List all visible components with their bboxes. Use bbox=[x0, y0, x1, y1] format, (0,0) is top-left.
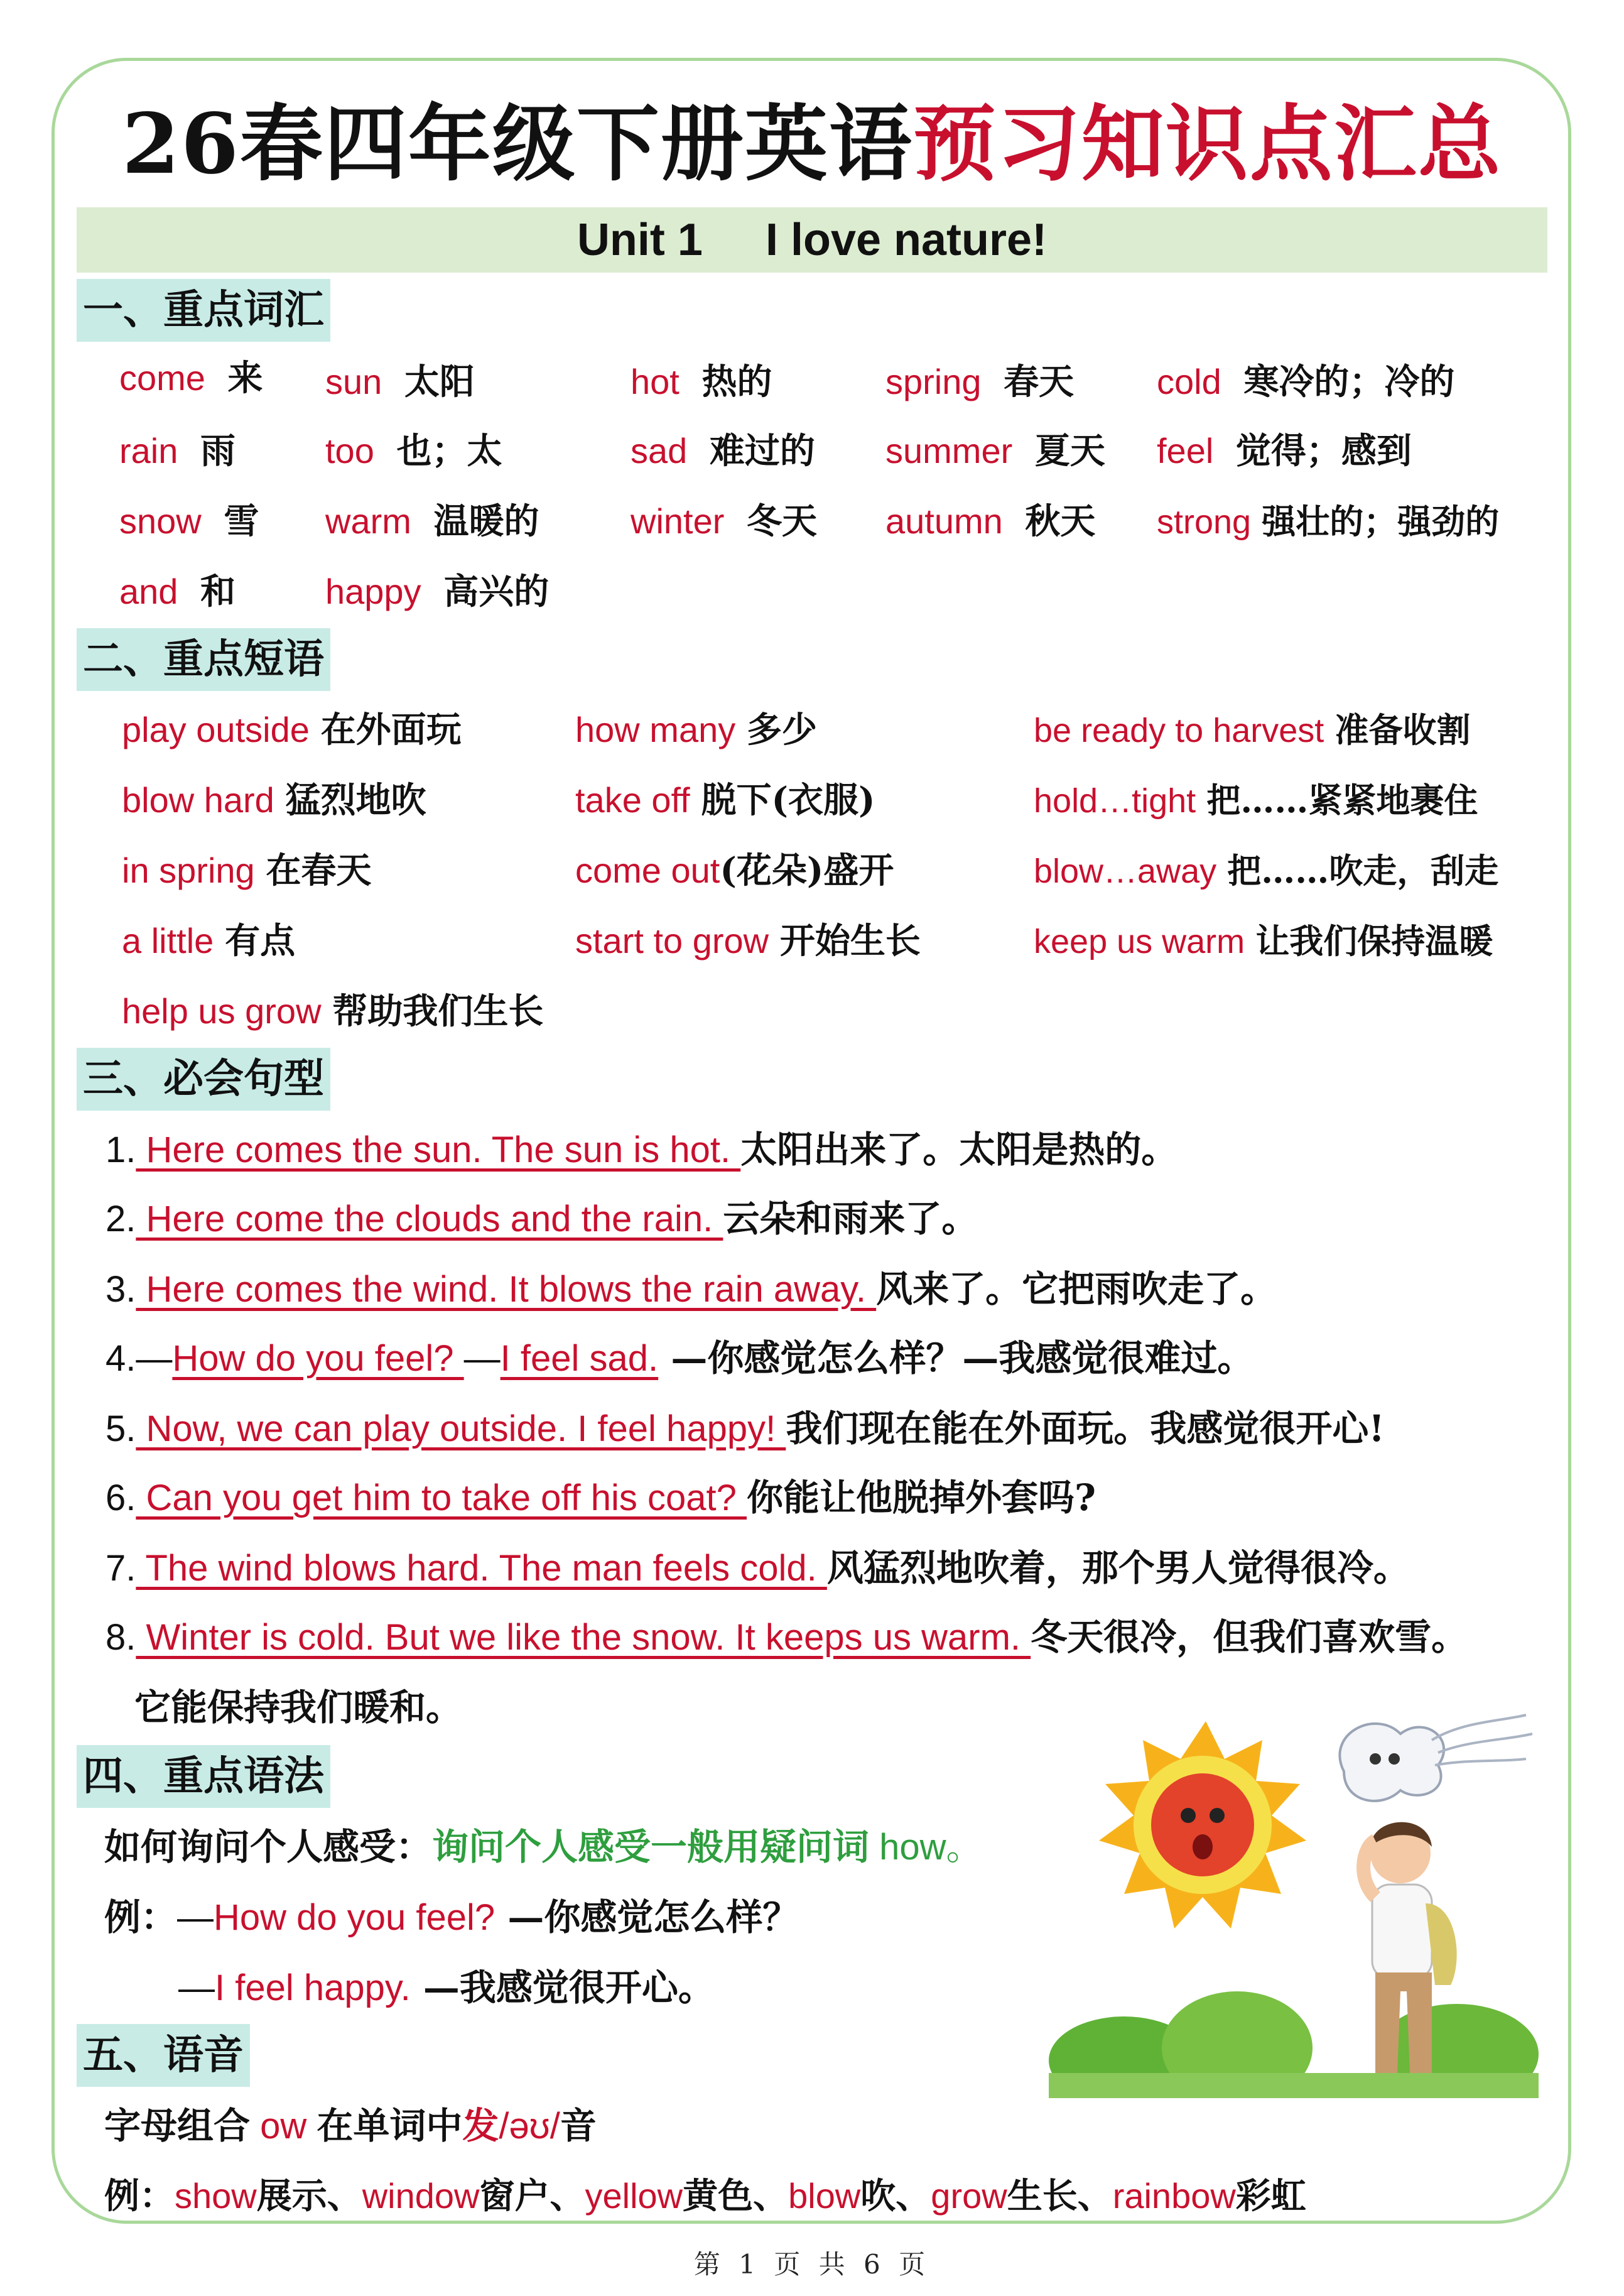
section-vocab-heading: 一、重点词汇 bbox=[77, 279, 330, 342]
vocab-item: spring 春天 bbox=[885, 361, 1075, 403]
phrase-item: how many 多少 bbox=[575, 709, 818, 751]
sentence-item: 8. Winter is cold. But we like the snow. It keeps us warm. 冬天很冷，但我们喜欢雪。 bbox=[106, 1616, 1468, 1658]
section-grammar-heading: 四、重点语法 bbox=[77, 1745, 330, 1808]
phrase-item: blow…away 把……吹走，刮走 bbox=[1034, 851, 1499, 891]
sentence-item: 6. Can you get him to take off his coat? 你能让他脱掉外套吗? bbox=[106, 1476, 1096, 1519]
phrase-item: come out(花朵)盛开 bbox=[575, 850, 894, 891]
phrase-item: in spring 在春天 bbox=[122, 850, 372, 891]
phrase-item: play outside 在外面玩 bbox=[122, 709, 462, 751]
vocab-item: strong 强壮的；强劲的 bbox=[1157, 501, 1500, 541]
nature-illustration bbox=[1049, 1696, 1539, 2098]
sentence-item: 4.—How do you feel? —I feel sad. —你感觉怎么样？—我感觉很难过。 bbox=[106, 1337, 1254, 1379]
section-phonics-heading: 五、语音 bbox=[77, 2024, 250, 2087]
bushes-icon bbox=[1049, 1991, 1539, 2098]
phrase-item: a little 有点 bbox=[122, 920, 296, 962]
vocab-item: summer 夏天 bbox=[885, 430, 1105, 472]
sentence-item: 1. Here comes the sun. The sun is hot. 太阳出来了。太阳是热的。 bbox=[106, 1128, 1178, 1171]
vocab-item: feel 觉得；感到 bbox=[1157, 430, 1412, 472]
page-title bbox=[0, 94, 1624, 195]
phonics-examples: 例：show展示、window窗户、yellow黄色、blow吹、grow生长、rainbow彩虹 bbox=[104, 2175, 1306, 2217]
phonics-rule: 字母组合 ow 在单词中发/əʊ/音 bbox=[104, 2104, 597, 2147]
section-phrases-heading: 二、重点短语 bbox=[77, 628, 330, 691]
unit-name: I love nature! bbox=[765, 215, 1047, 265]
phrase-item: take off 脱下(衣服) bbox=[575, 780, 875, 821]
phrase-item: start to grow 开始生长 bbox=[575, 920, 921, 962]
vocab-item: sun 太阳 bbox=[325, 361, 475, 403]
vocab-item: warm 温暖的 bbox=[325, 501, 539, 542]
phrase-item: be ready to harvest 准备收割 bbox=[1034, 710, 1471, 750]
wind-cloud-icon bbox=[1340, 1715, 1532, 1801]
sentence-item: 3. Here comes the wind. It blows the rain away. 风来了。它把雨吹走了。 bbox=[106, 1268, 1277, 1310]
vocab-item: and 和 bbox=[119, 571, 236, 612]
vocab-item: winter 冬天 bbox=[631, 501, 817, 542]
vocab-item: too 也；太 bbox=[325, 430, 502, 472]
sentence-continuation: 它能保持我们暖和。 bbox=[134, 1686, 463, 1729]
vocab-item: sad 难过的 bbox=[631, 430, 815, 472]
sentence-item: 5. Now, we can play outside. I feel happy! 我们现在能在外面玩。我感觉很开心! bbox=[106, 1407, 1385, 1450]
vocab-item: snow 雪 bbox=[119, 501, 259, 542]
sentence-item: 7. The wind blows hard. The man feels cold. 风猛烈地吹着，那个男人觉得很冷。 bbox=[106, 1547, 1410, 1589]
unit-header bbox=[77, 207, 1547, 273]
vocab-item: come 来 bbox=[119, 357, 263, 399]
vocab-item: hot 热的 bbox=[631, 361, 772, 403]
phrase-item: hold…tight 把……紧紧地裹住 bbox=[1034, 780, 1478, 820]
vocab-item: autumn 秋天 bbox=[885, 501, 1096, 542]
page-footer: 第 1 页 共 6 页 bbox=[693, 2249, 931, 2280]
grammar-rule: 如何询问个人感受：询问个人感受一般用疑问词 how。 bbox=[104, 1825, 983, 1868]
title-part1: 26春四年级下册英语 bbox=[122, 95, 913, 193]
phrase-item: help us grow 帮助我们生长 bbox=[122, 991, 544, 1032]
sun-icon bbox=[1099, 1721, 1306, 1929]
phrase-item: keep us warm 让我们保持温暖 bbox=[1034, 921, 1493, 961]
section-sentences-heading: 三、必会句型 bbox=[77, 1048, 330, 1111]
vocab-item: happy 高兴的 bbox=[325, 571, 549, 612]
title-part2: 预习知识点汇总 bbox=[912, 95, 1502, 193]
vocab-item: rain 雨 bbox=[119, 430, 235, 472]
sentence-item: 2. Here come the clouds and the rain. 云朵和雨来了。 bbox=[106, 1197, 978, 1240]
grammar-example-q: 例：—How do you feel? —你感觉怎么样？ bbox=[104, 1896, 799, 1939]
unit-label: Unit 1 bbox=[577, 215, 703, 265]
vocab-item: cold 寒冷的；冷的 bbox=[1157, 361, 1455, 403]
phrase-item: blow hard 猛烈地吹 bbox=[122, 780, 426, 821]
grammar-example-a: —I feel happy. —我感觉很开心。 bbox=[178, 1966, 715, 2009]
